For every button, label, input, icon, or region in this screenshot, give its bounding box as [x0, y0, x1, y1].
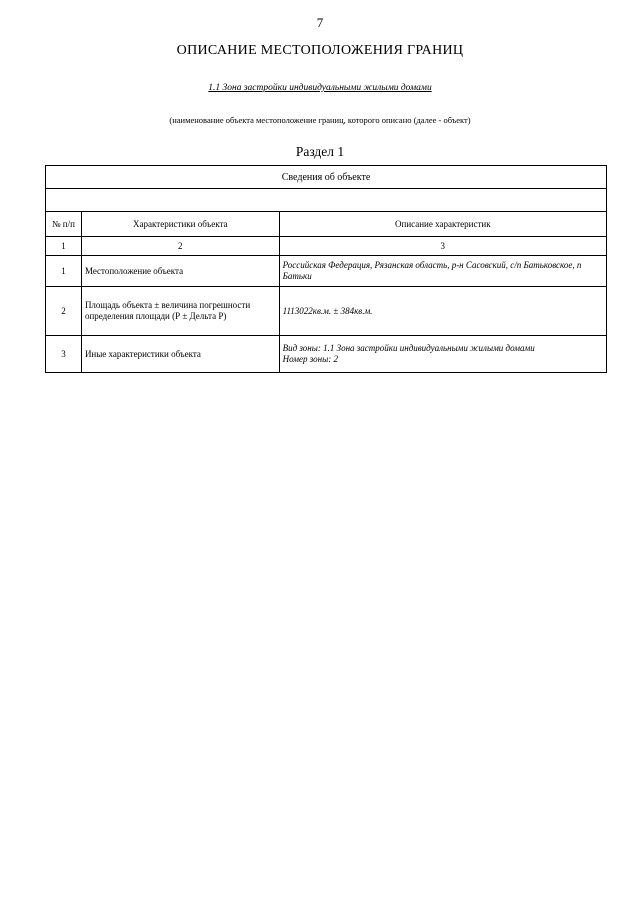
row-value: Российская Федерация, Рязанская область, р-н Сасовский, с/п Батьковское, п Батьки [279, 256, 606, 287]
object-name-text: 1.1 Зона застройки индивидуальными жилыми домами [208, 83, 432, 93]
numbering-cell: 1 [46, 237, 82, 256]
row-name: Площадь объекта ± величина погрешности определения площади (Р ± Дельта Р) [81, 287, 279, 336]
document-title: ОПИСАНИЕ МЕСТОПОЛОЖЕНИЯ ГРАНИЦ [176, 43, 464, 58]
table-empty-cell [46, 189, 607, 212]
page-number: 7 [316, 15, 324, 30]
row-num: 3 [46, 336, 82, 373]
table-row [46, 256, 607, 287]
numbering-cell: 3 [279, 237, 606, 256]
row-value [279, 336, 606, 373]
table-row [46, 336, 607, 373]
object-name [0, 83, 640, 93]
row-value: 1113022кв.м. ± 384кв.м. [279, 287, 606, 336]
row-name: Иные характеристики объекта [81, 336, 279, 373]
table-caption-row [46, 166, 607, 189]
table-empty-row [46, 189, 607, 212]
table-header-row [46, 212, 607, 237]
numbering-cell: 2 [81, 237, 279, 256]
header-description: Описание характеристик [279, 212, 606, 237]
header-num: № п/п [46, 212, 82, 237]
table-caption: Сведения об объекте [46, 166, 607, 189]
object-info-table [45, 165, 607, 373]
table-numbering-row [46, 237, 607, 256]
row-name: Местоположение объекта [81, 256, 279, 287]
header-characteristic: Характеристики объекта [81, 212, 279, 237]
object-name-note: (наименование объекта местоположение границ, которого описано (далее - объект) [169, 115, 471, 125]
row-num: 2 [46, 287, 82, 336]
section-title: Раздел 1 [295, 144, 345, 159]
table-row [46, 287, 607, 336]
zone-number: Номер зоны: 2 [282, 354, 338, 364]
row-num: 1 [46, 256, 82, 287]
zone-type: Вид зоны: 1.1 Зона застройки индивидуальными жилыми домами [282, 343, 535, 353]
